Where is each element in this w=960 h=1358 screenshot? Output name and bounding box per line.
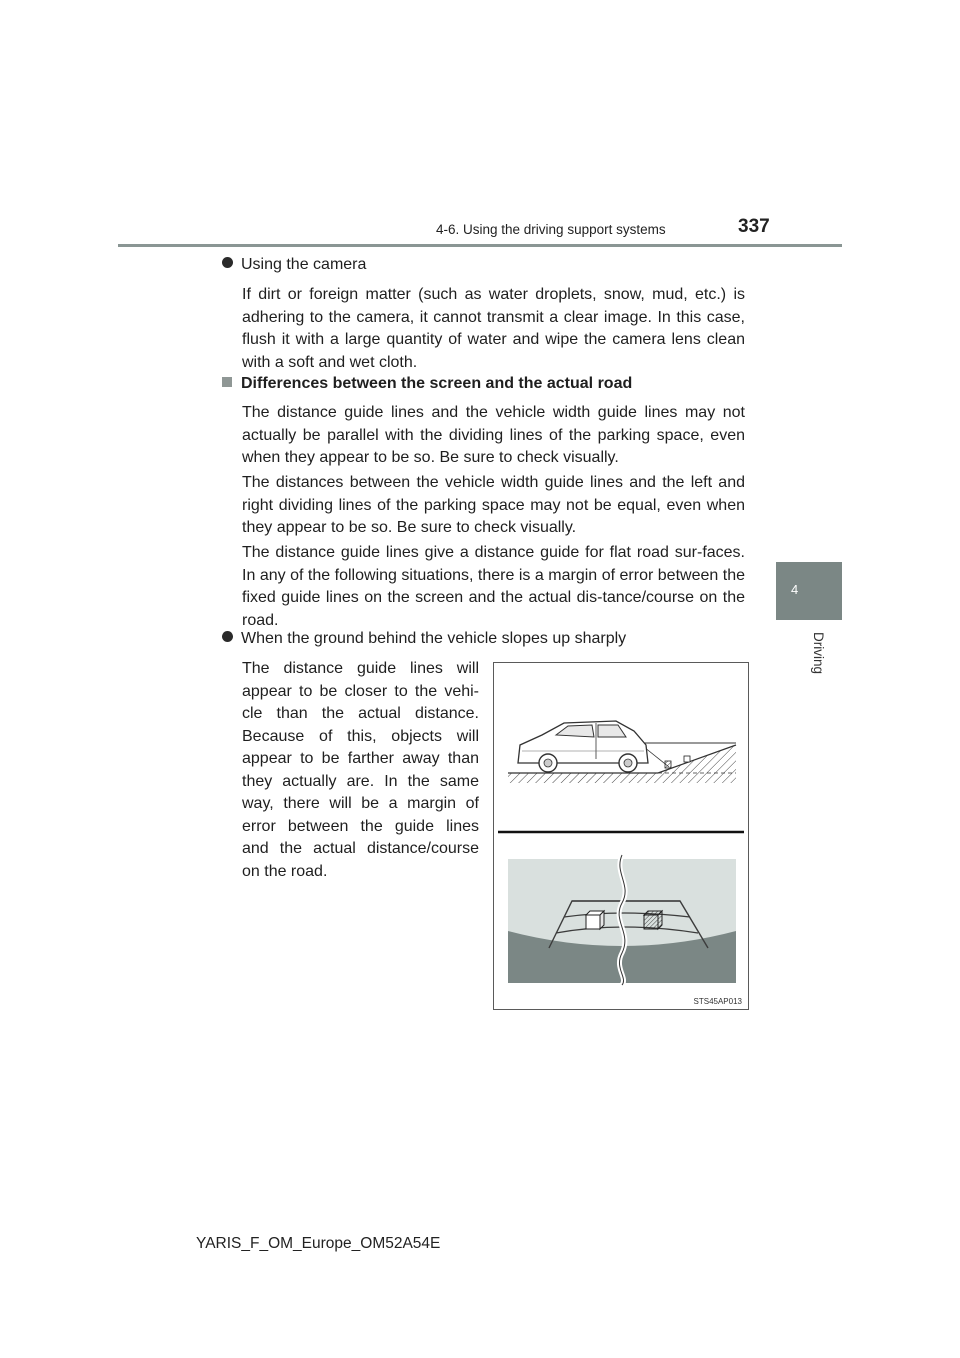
object-box-hatched-icon [644, 911, 662, 929]
slope-paragraph: The distance guide lines will appear to be closer to the vehi-cle than the actual distance. Because of this, objects will appear to be farther away than they actually are. In the same way, there will be a margin of error between the guide lines and the actual distance/course on the road. [242, 660, 479, 880]
chapter-tab [776, 562, 842, 620]
chapter-number: 4 [791, 582, 799, 597]
document-id: YARIS_F_OM_Europe_OM52A54E [196, 1235, 441, 1252]
slope-heading: When the ground behind the vehicle slopes up sharply [241, 630, 627, 647]
flat-ground [508, 773, 658, 783]
page-number: 337 [738, 216, 770, 237]
differences-paragraph-3: The distance guide lines give a distance guide for flat road sur-faces. In any of the following situations, there is a margin of error between the fixed guide lines on the screen and the actual dis-tance/course on the road. [242, 544, 745, 629]
camera-heading: Using the camera [241, 256, 367, 273]
differences-paragraph-2: The distances between the vehicle width guide lines and the left and right dividing lines of the parking space may not be equal, even when they appear to be so. Be sure to check visually. [242, 474, 745, 536]
figure-code: STS45AP013 [693, 997, 742, 1006]
object-far-icon [684, 756, 690, 762]
slope-illustration [493, 662, 749, 1010]
chapter-label-tab [776, 620, 842, 690]
differences-heading-row [222, 375, 632, 393]
object-near-icon [665, 761, 671, 768]
slope-bullet [222, 630, 626, 648]
chapter-label: Driving [811, 632, 826, 675]
bullet-icon [222, 631, 233, 642]
camera-bullet [222, 256, 366, 274]
header-divider [118, 244, 842, 247]
differences-heading: Differences between the screen and the actual road [241, 375, 633, 392]
illustration-drawing [494, 663, 748, 1009]
differences-paragraph-1: The distance guide lines and the vehicle width guide lines may not actually be parallel with the dividing lines of the parking space, even when they appear to be so. Be sure to check visually. [242, 404, 745, 466]
square-bullet-icon [222, 377, 232, 387]
car-icon [518, 721, 648, 772]
bullet-icon [222, 257, 233, 268]
section-title: 4-6. Using the driving support systems [436, 222, 666, 237]
monitor-screen [508, 855, 736, 985]
object-box-icon [586, 911, 604, 929]
camera-paragraph: If dirt or foreign matter (such as water droplets, snow, mud, etc.) is adhering to the camera, it cannot transmit a clear image. In this case, flush it with a large quantity of water and wipe the camera lens clean with a soft and wet cloth. [242, 286, 745, 371]
